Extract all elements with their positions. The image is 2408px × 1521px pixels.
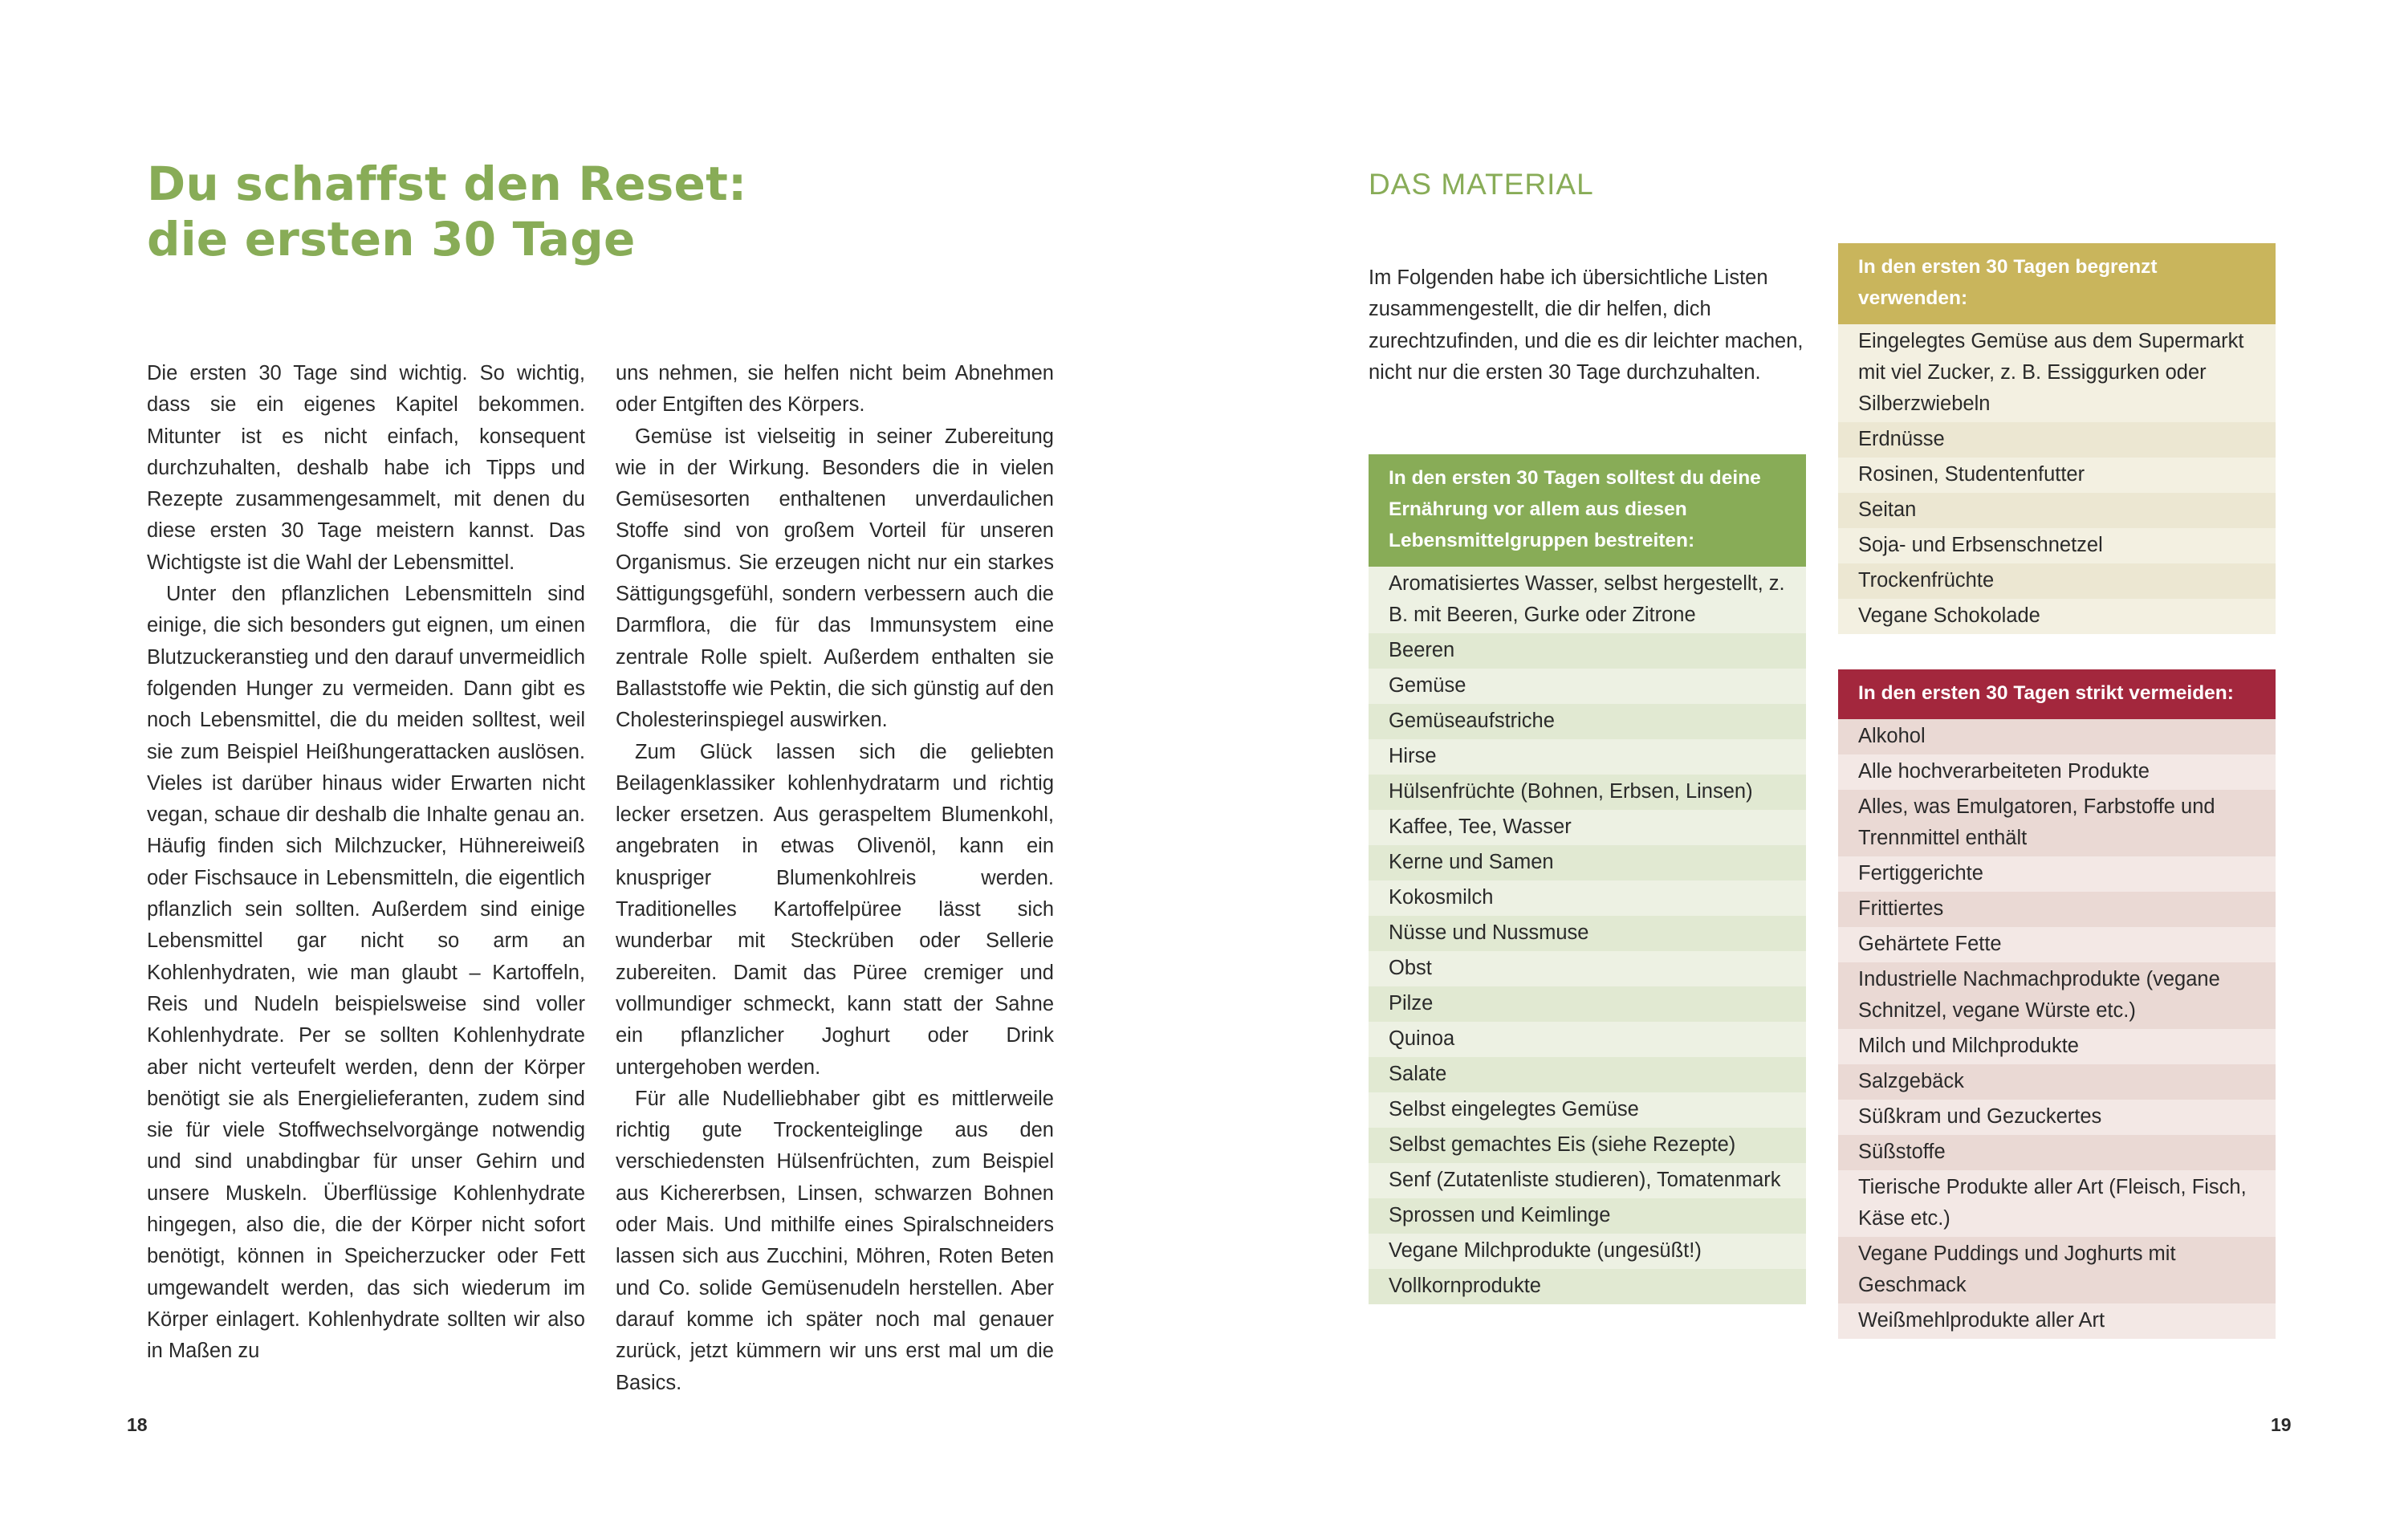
list-item: Hülsenfrüchte (Bohnen, Erbsen, Linsen) xyxy=(1369,775,1806,810)
list-item: Alles, was Emulgatoren, Farbstoffe und Trennmittel enthält xyxy=(1838,790,2276,856)
paragraph: Gemüse ist vielseitig in seiner Zubereitung wie in der Wirkung. Besonders die in vielen Gemüsesorten enthaltenen unverdaulichen Stoffe sind von großem Vorteil für unseren Organismus. Sie erzeugen nicht nur ein starkes Sättigungsgefühl, sondern verbessern auch die Darmflora, die für das Immunsystem eine zentrale Rolle spielt. Außerdem enthalten sie Ballaststoffe wie Pektin, die sich günstig auf den Cholesterinspiegel auswirken. xyxy=(616,425,1054,732)
list-item: Seitan xyxy=(1838,493,2276,528)
list-item: Selbst eingelegtes Gemüse xyxy=(1369,1092,1806,1128)
paragraph: uns nehmen, sie helfen nicht beim Abnehmen oder Entgiften des Körpers. xyxy=(616,362,1054,417)
list-item: Rosinen, Studentenfutter xyxy=(1838,458,2276,493)
avoid-foods-list xyxy=(1838,719,2276,1339)
list-item: Quinoa xyxy=(1369,1022,1806,1057)
list-item: Salate xyxy=(1369,1057,1806,1092)
list-item: Eingelegtes Gemüse aus dem Supermarkt mit viel Zucker, z. B. Essiggurken oder Silberzwiebeln xyxy=(1838,324,2276,422)
paragraph: Unter den pflanzlichen Lebensmitteln sind einige, die sich besonders gut eignen, um einen Blutzuckeranstieg und den darauf unvermeidlich folgenden Hunger zu vermeiden. Dann gibt es noch Lebensmittel, die du meiden solltest, weil sie zum Beispiel Heißhungerattacken auslösen. Vieles ist darüber hinaus wider Erwarten nicht vegan, schaue dir deshalb die Inhalte genau an. Häufig finden sich Milchzucker, Hühnereiweiß oder Fischsauce in Lebensmitteln, die eigentlich pflanzlich sein sollten. Außerdem sind einige Lebensmittel gar nicht so arm an Kohlenhydraten, wie man glaubt – Kartoffeln, Reis und Nudeln beispielsweise sind voller Kohlenhydrate. Per se sollten Kohlenhydrate aber nicht verteufelt werden, denn der Körper benötigt sie als Energielieferanten, zudem sind sie für viele Stoffwechselvorgänge notwendig und sind unabdingbar für unser Gehirn und unsere Muskeln. Überflüssige Kohlenhydrate hingegen, also die, die der Körper nicht sofort benötigt, können in Speicherzucker oder Fett umgewandelt werden, das sich wiederum im Körper einlagert. Kohlenhydrate sollten wir also in Maßen zu xyxy=(147,583,585,1363)
paragraph: Die ersten 30 Tage sind wichtig. So wichtig, dass sie ein eigenes Kapitel bekommen. Mitunter ist es nicht einfach, konsequent durchzuhalten, deshalb habe ich Tipps und Rezepte zusammengesammelt, mit denen du diese ersten 30 Tage meistern kannst. Das Wichtigste ist die Wahl der Lebensmittel. xyxy=(147,362,585,574)
section-heading: DAS MATERIAL xyxy=(1369,168,1594,201)
list-item: Alkohol xyxy=(1838,719,2276,754)
title-line-2: die ersten 30 Tage xyxy=(147,212,636,266)
limited-foods-header: In den ersten 30 Tagen begrenzt verwenden: xyxy=(1838,243,2276,324)
page-number-left: 18 xyxy=(127,1414,148,1435)
list-item: Gemüse xyxy=(1369,669,1806,704)
list-item: Gemüseaufstriche xyxy=(1369,704,1806,739)
intro-text: Im Folgenden habe ich übersichtliche Listen zusammengestellt, die dir helfen, dich zurechtzufinden, und die es dir leichter machen, nicht nur die ersten 30 Tage durchzuhalten. xyxy=(1369,266,1804,384)
page-title xyxy=(147,157,746,267)
list-item: Milch und Milchprodukte xyxy=(1838,1029,2276,1064)
text-column-2 xyxy=(616,358,1054,1399)
list-item: Kerne und Samen xyxy=(1369,845,1806,880)
list-item: Vegane Milchprodukte (ungesüßt!) xyxy=(1369,1234,1806,1269)
list-item: Kaffee, Tee, Wasser xyxy=(1369,810,1806,845)
list-item: Süßstoffe xyxy=(1838,1135,2276,1170)
list-item: Gehärtete Fette xyxy=(1838,927,2276,962)
list-item: Weißmehlprodukte aller Art xyxy=(1838,1303,2276,1339)
list-item: Salzgebäck xyxy=(1838,1064,2276,1100)
list-item: Soja- und Erbsenschnetzel xyxy=(1838,528,2276,563)
list-item: Frittiertes xyxy=(1838,892,2276,927)
list-item: Alle hochverarbeiteten Produkte xyxy=(1838,754,2276,790)
list-item: Erdnüsse xyxy=(1838,422,2276,458)
limited-foods-box xyxy=(1838,243,2276,634)
paragraph: Zum Glück lassen sich die geliebten Beilagenklassiker kohlenhydratarm und richtig lecker ersetzen. Aus geraspeltem Blumenkohl, angebraten in etwas Olivenöl, kann ein knuspriger Blumenkohlreis werden. Traditionelles Kartoffelpüree lässt sich wunderbar mit Steckrüben oder Sellerie zubereiten. Damit das Püree cremiger und vollmundiger schmeckt, kann statt der Sahne ein pflanzlicher Joghurt oder Drink untergehoben werden. xyxy=(616,740,1054,1079)
list-item: Vegane Schokolade xyxy=(1838,599,2276,634)
list-item: Selbst gemachtes Eis (siehe Rezepte) xyxy=(1369,1128,1806,1163)
paragraph: Für alle Nudelliebhaber gibt es mittlerweile richtig gute Trockenteiglinge aus den verschiedensten Hülsenfrüchten, zum Beispiel aus Kichererbsen, Linsen, schwarzen Bohnen oder Mais. Und mithilfe eines Spiralschneiders lassen sich aus Zucchini, Möhren, Roten Beten und Co. solide Gemüsenudeln herstellen. Aber darauf komme ich später noch mal genauer zurück, jetzt kümmern wir uns erst mal um die Basics. xyxy=(616,1087,1054,1394)
list-item: Vegane Puddings und Joghurts mit Geschmack xyxy=(1838,1237,2276,1303)
limited-foods-list xyxy=(1838,324,2276,634)
list-item: Süßkram und Gezuckertes xyxy=(1838,1100,2276,1135)
list-item: Senf (Zutatenliste studieren), Tomatenmark xyxy=(1369,1163,1806,1198)
list-item: Tierische Produkte aller Art (Fleisch, Fisch, Käse etc.) xyxy=(1838,1170,2276,1237)
list-item: Trockenfrüchte xyxy=(1838,563,2276,599)
list-item: Nüsse und Nussmuse xyxy=(1369,916,1806,951)
list-item: Pilze xyxy=(1369,986,1806,1022)
list-item: Vollkornprodukte xyxy=(1369,1269,1806,1304)
text-column-1 xyxy=(147,358,585,1368)
avoid-foods-header: In den ersten 30 Tagen strikt vermeiden: xyxy=(1838,669,2276,719)
list-item: Hirse xyxy=(1369,739,1806,775)
recommended-foods-header: In den ersten 30 Tagen solltest du deine Ernährung vor allem aus diesen Lebensmittelgruppen bestreiten: xyxy=(1369,454,1806,567)
page-number-right: 19 xyxy=(2271,1414,2292,1435)
list-item: Aromatisiertes Wasser, selbst hergestellt, z. B. mit Beeren, Gurke oder Zitrone xyxy=(1369,567,1806,633)
recommended-foods-list xyxy=(1369,567,1806,1304)
title-line-1: Du schaffst den Reset: xyxy=(147,157,747,211)
avoid-foods-box xyxy=(1838,669,2276,1339)
list-item: Kokosmilch xyxy=(1369,880,1806,916)
list-item: Sprossen und Keimlinge xyxy=(1369,1198,1806,1234)
recommended-foods-box xyxy=(1369,454,1806,1304)
list-item: Obst xyxy=(1369,951,1806,986)
list-item: Beeren xyxy=(1369,633,1806,669)
list-item: Industrielle Nachmachprodukte (vegane Schnitzel, vegane Würste etc.) xyxy=(1838,962,2276,1029)
list-item: Fertiggerichte xyxy=(1838,856,2276,892)
